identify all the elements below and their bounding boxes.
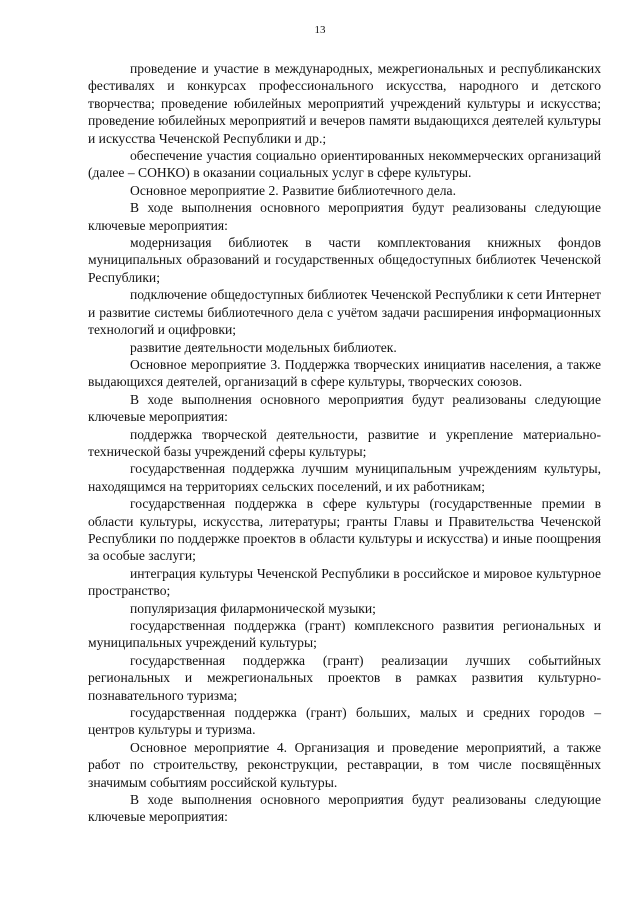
paragraph-main-activity-4: Основное мероприятие 4. Организация и проведение мероприятий, а также работ по строительству, реконструкции, реставрации, в том числе посвящённых значимым событиям российской культуры. (88, 739, 601, 790)
paragraph-grant-events: государственная поддержка (грант) реализации лучших событийных региональных и межрегиональных проектов в рамках развития культурно-познавательного туризма; (88, 652, 601, 703)
paragraph-festivals: проведение и участие в международных, межрегиональных и республиканских фестивалях и конкурсах профессионального искусства, народного и детского творчества; проведение юбилейных мероприятий учреждений культуры и искусства; проведение юбилейных мероприятий и вечеров памяти выдающихся деятелей культуры и искусства Чеченской Республики и др.; (88, 61, 601, 146)
paragraph-key-activities-intro-3: В ходе выполнения основного мероприятия будут реализованы следующие ключевые мероприятия: (88, 391, 601, 425)
paragraph-sonko: обеспечение участия социально ориентированных некоммерческих организаций (далее – СОНКО) в оказании социальных услуг в сфере культуры. (88, 148, 601, 181)
paragraph-library-internet: подключение общедоступных библиотек Чеченской Республики к сети Интернет и развитие системы библиотечного дела с учётом задачи расширения информационных технологий и оцифровки; (88, 287, 601, 338)
paragraph-grant-complex: государственная поддержка (грант) комплексного развития региональных и муниципальных учреждений культуры; (88, 618, 601, 651)
paragraph-state-awards: государственная поддержка в сфере культуры (государственные премии в области культуры, искусства, литературы; гранты Главы и Правительства Чеченской Республики по поддержке проектов в области культуры и искусства) и иные поощрения за особые заслуги; (88, 496, 601, 564)
paragraph-philharmonic: популяризация филармонической музыки; (130, 600, 376, 616)
paragraph-key-activities-intro-2: В ходе выполнения основного мероприятия будут реализованы следующие ключевые мероприятия: (88, 200, 601, 233)
paragraph-rural-institutions: государственная поддержка лучшим муниципальным учреждениям культуры, находящимся на территориях сельских поселений, и их работникам; (88, 461, 601, 494)
paragraph-creative-support: поддержка творческой деятельности, развитие и укрепление материально-технической базы учреждений сферы культуры; (88, 426, 601, 459)
paragraph-key-activities-intro-4: В ходе выполнения основного мероприятия будут реализованы следующие ключевые мероприятия: (88, 792, 601, 825)
paragraph-library-modernization: модернизация библиотек в части комплектования книжных фондов муниципальных образований и государственных общедоступных библиотек Чеченской Республики; (88, 235, 601, 285)
paragraph-model-libraries: развитие деятельности модельных библиотек. (130, 339, 397, 355)
paragraph-grant-cities: государственная поддержка (грант) больших, малых и средних городов – центров культуры и туризма. (88, 705, 601, 738)
paragraph-integration: интеграция культуры Чеченской Республики в российское и мировое культурное пространство; (88, 565, 601, 599)
document-body (88, 60, 601, 826)
page-number: 13 (314, 24, 326, 36)
paragraph-main-activity-2: Основное мероприятие 2. Развитие библиотечного дела. (130, 182, 456, 198)
paragraph-main-activity-3: Основное мероприятие 3. Поддержка творческих инициатив населения, а также выдающихся деятелей, организаций в сфере культуры, творческих союзов. (88, 356, 601, 390)
